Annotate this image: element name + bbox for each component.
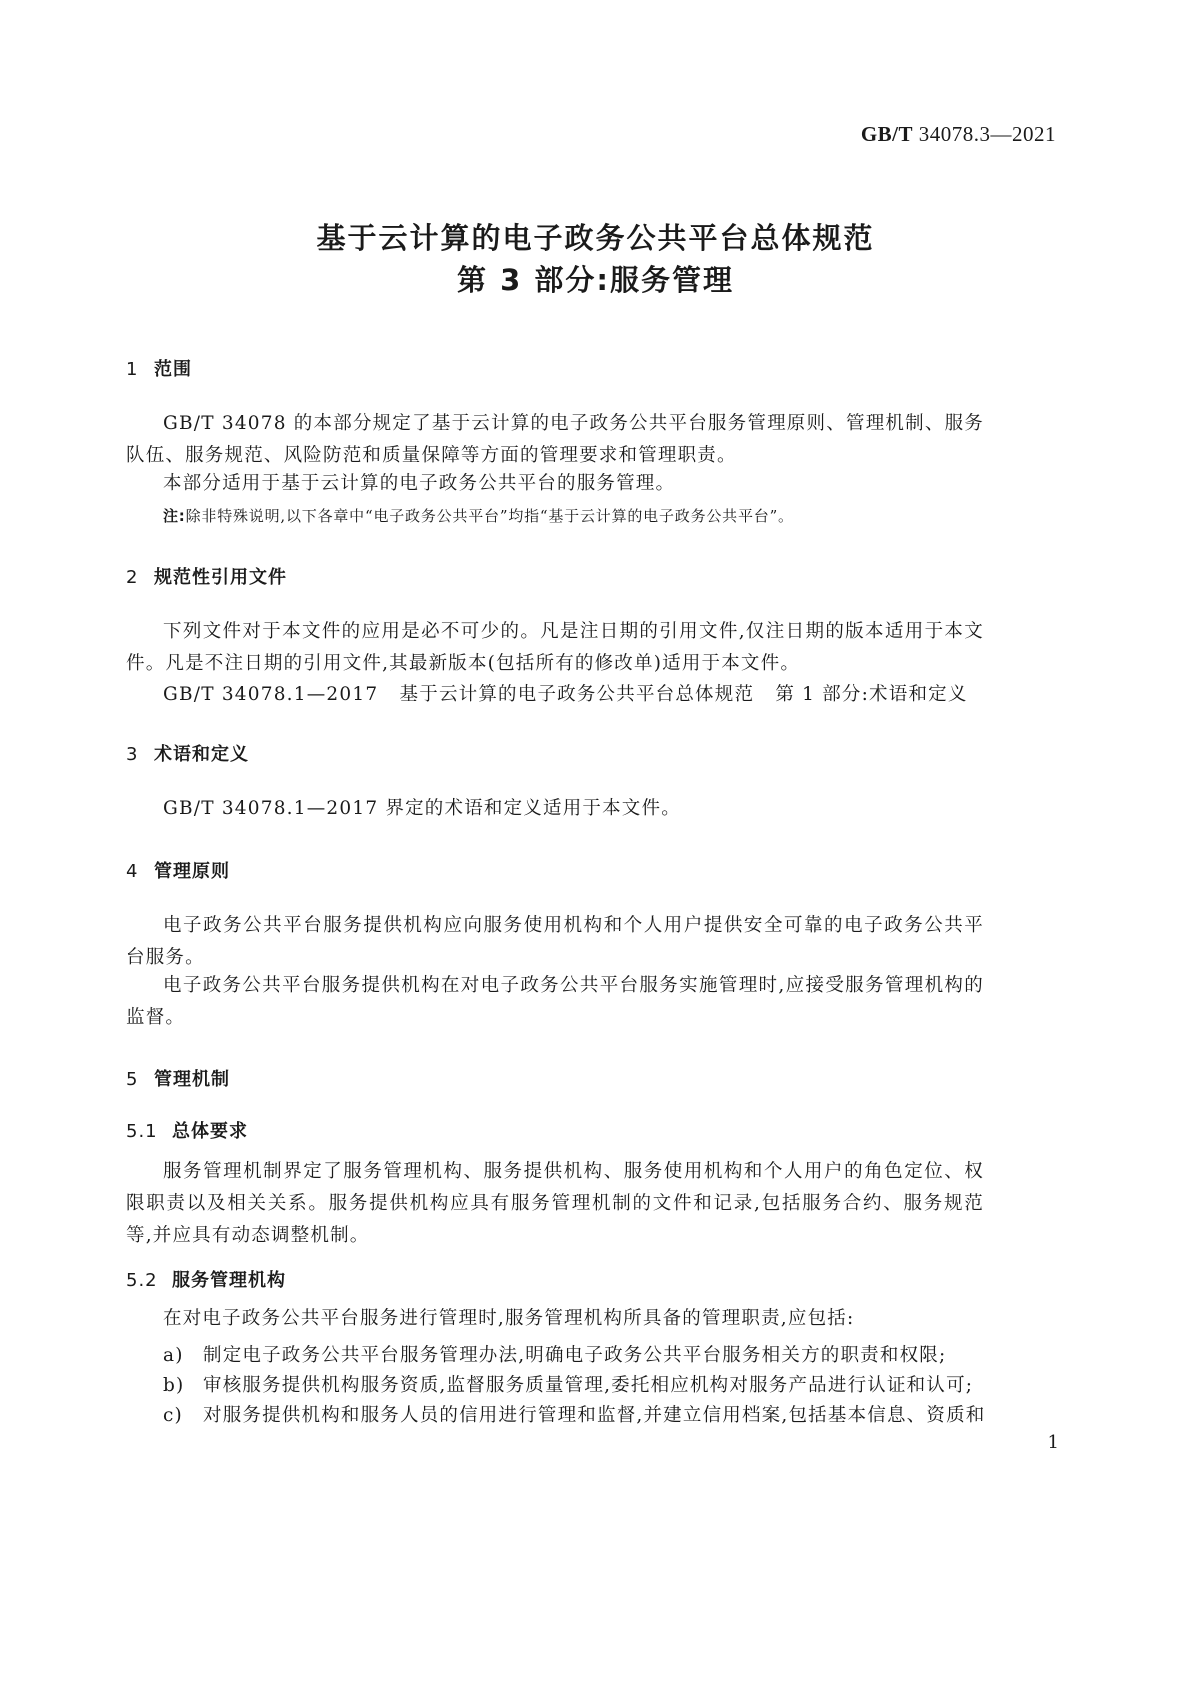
section-1-note — [163, 505, 993, 526]
section-5-1-paragraph-1: 服务管理机制界定了服务管理机构、服务提供机构、服务使用机构和个人用户的角色定位、权限职责以及相关关系。服务提供机构应具有服务管理机制的文件和记录,包括服务合约、服务规范等,并应具有动态调整机制。 — [126, 1161, 984, 1246]
document-title: 基于云计算的电子政务公共平台总体规范 — [316, 221, 875, 255]
section-4-paragraph-2: 电子政务公共平台服务提供机构在对电子政务公共平台服务实施管理时,应接受服务管理机构的监督。 — [126, 975, 984, 1028]
note-text: 除非特殊说明,以下各章中“电子政务公共平台”均指“基于云计算的电子政务公共平台”。 — [185, 507, 794, 525]
section-1-paragraph-2: 本部分适用于基于云计算的电子政务公共平台的服务管理。 — [163, 473, 676, 494]
list-item-text: 审核服务提供机构服务资质,监督服务质量管理,委托相应机构对服务产品进行认证和认可; — [203, 1375, 974, 1396]
section-number: 5 — [126, 1069, 139, 1090]
section-number: 2 — [126, 567, 139, 588]
section-5-2-heading — [126, 1266, 286, 1292]
section-2-heading — [126, 563, 287, 589]
section-2-paragraph-1: 下列文件对于本文件的应用是必不可少的。凡是注日期的引用文件,仅注日期的版本适用于本文件。凡是不注日期的引用文件,其最新版本(包括所有的修改单)适用于本文件。 — [126, 621, 984, 674]
section-number: 3 — [126, 744, 139, 765]
section-number: 5.2 — [126, 1270, 158, 1291]
document-subtitle: 第 3 部分:服务管理 — [457, 263, 734, 297]
section-3-heading — [126, 740, 249, 766]
list-item-label: b) — [163, 1375, 185, 1396]
section-title: 规范性引用文件 — [154, 567, 287, 588]
list-item-b — [163, 1371, 993, 1397]
section-title: 总体要求 — [172, 1121, 248, 1142]
section-title: 管理机制 — [154, 1069, 230, 1090]
section-title: 服务管理机构 — [172, 1270, 286, 1291]
list-item-label: a) — [163, 1345, 184, 1366]
section-3-paragraph-1: GB/T 34078.1—2017 界定的术语和定义适用于本文件。 — [163, 798, 681, 819]
standard-code-prefix: GB/T — [860, 122, 913, 146]
section-4-heading — [126, 857, 230, 883]
section-5-1-heading — [126, 1117, 248, 1143]
list-item-text: 对服务提供机构和服务人员的信用进行管理和监督,并建立信用档案,包括基本信息、资质和 — [203, 1405, 986, 1426]
section-4-paragraph-1: 电子政务公共平台服务提供机构应向服务使用机构和个人用户提供安全可靠的电子政务公共平台服务。 — [126, 915, 984, 968]
list-item-label: c) — [163, 1405, 183, 1426]
section-number: 1 — [126, 359, 139, 380]
section-5-heading — [126, 1065, 230, 1091]
section-title: 术语和定义 — [154, 744, 249, 765]
section-1-heading — [126, 355, 192, 381]
list-item-text: 制定电子政务公共平台服务管理办法,明确电子政务公共平台服务相关方的职责和权限; — [203, 1345, 947, 1366]
section-title: 范围 — [154, 359, 192, 380]
section-1-paragraph-1: GB/T 34078 的本部分规定了基于云计算的电子政务公共平台服务管理原则、管理机制、服务队伍、服务规范、风险防范和质量保障等方面的管理要求和管理职责。 — [126, 413, 984, 466]
note-label: 注: — [163, 507, 186, 525]
section-5-2-paragraph-1: 在对电子政务公共平台服务进行管理时,服务管理机构所具备的管理职责,应包括: — [163, 1308, 855, 1329]
standard-code — [861, 122, 1056, 147]
section-number: 4 — [126, 861, 139, 882]
section-number: 5.1 — [126, 1121, 158, 1142]
list-item-c — [163, 1401, 993, 1427]
page-number: 1 — [1047, 1432, 1059, 1453]
list-item-a — [163, 1341, 993, 1367]
section-title: 管理原则 — [154, 861, 230, 882]
normative-reference: GB/T 34078.1—2017 基于云计算的电子政务公共平台总体规范 第 1 部分:术语和定义 — [163, 684, 968, 705]
standard-code-number: 34078.3—2021 — [918, 122, 1056, 146]
